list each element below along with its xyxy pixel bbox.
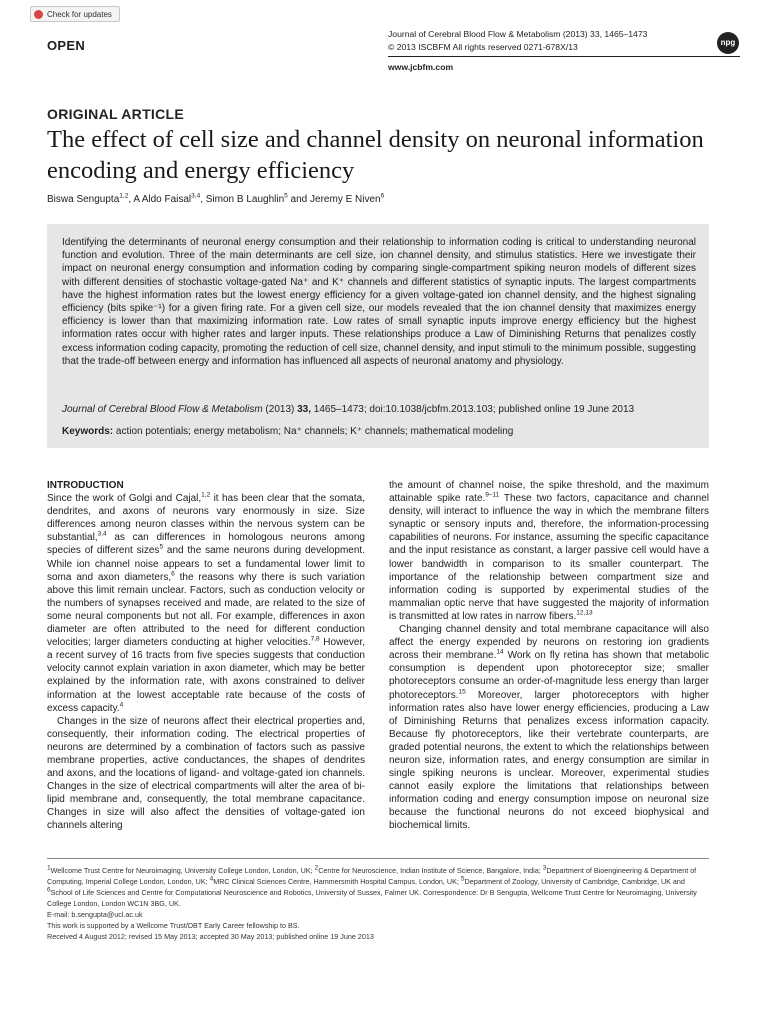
author-name: Biswa Sengupta — [47, 194, 120, 205]
journal-meta — [388, 28, 708, 53]
author-separator: and — [287, 194, 311, 205]
footnotes — [47, 865, 712, 942]
affiliation-number: 4 — [209, 875, 214, 883]
text-run: the reasons why there is such variation above this limit remain unclear. Factors, such as conduction velocity or the numbers of synapses received and made, are related to the size of some neural components but not all. For example, differences in axon diameter are often attributed to the need for different conduction velocities; larger diameters conducting at higher velocities. — [47, 571, 365, 649]
dates-note: Received 4 August 2012; revised 15 May 2013; accepted 30 May 2013; published online 19 June 2013 — [47, 932, 374, 941]
check-for-updates-button[interactable] — [30, 6, 120, 22]
reference-link[interactable]: 14 — [496, 648, 504, 656]
text-run: it has been clear that the somata, dendrites, and axons of neurons vary enormously in size. Size differences among neuron classes within the nervous system can be substantial, — [47, 493, 365, 544]
paragraph — [389, 623, 709, 833]
check-for-updates-label: Check for updates — [47, 10, 112, 19]
citation-line — [62, 404, 696, 415]
update-badge-icon — [34, 10, 43, 19]
text-run: as can differences in homologous neurons among species of different sizes — [47, 532, 365, 557]
affiliation-number: 2 — [314, 864, 319, 872]
text-run: However, a recent survey of 16 tracts from five species suggests that conduction velocity cannot explain variation in axon diameter, which may be better explained by the information rate, with axons constrained to deliver information at the lowest acceptable rate because of the costs of excess capacity. — [47, 637, 365, 714]
article-title: The effect of cell size and channel density on neuronal information encoding and energy efficiency — [47, 126, 704, 184]
author-name: Simon B Laughlin — [205, 194, 285, 205]
reference-link[interactable]: 5 — [159, 544, 164, 552]
body-column-right — [389, 479, 709, 833]
section-heading-introduction: INTRODUCTION — [47, 480, 124, 491]
author-affiliation: 5 — [284, 192, 288, 200]
body-column-left — [47, 479, 365, 833]
reference-link[interactable]: 1,2 — [201, 491, 211, 499]
text-run: the amount of channel noise, the spike threshold, and the maximum attainable spike rate. — [389, 480, 709, 505]
text-run: Moreover, larger photoreceptors with higher information rates also have lower energy efficiencies, producing a Law of Diminishing Returns that penalizes excess information capacity. Because fly photoreceptors, like their vertebrate counterparts, are graded potential neurons, the extent to which the relationships between neuron size, information rates, and energy consumption are similar in single spiking neurons is unclear. Moreover, experimental studies cannot easily explore the limitations that relationships between information coding and energy consumption impose on neuronal size because the functional neurons do not exceed biophysical and biochemical limits. — [389, 689, 709, 832]
author-affiliation: 1,2 — [119, 192, 129, 200]
affiliation-number: 1 — [47, 864, 51, 872]
author-name: Jeremy E Niven — [310, 194, 381, 205]
footnote-rule — [47, 858, 709, 859]
affiliation-number: 5 — [460, 875, 465, 883]
text-run: and the same neurons during development. While ion channel noise appears to set a fundamental lower limit to soma and axon diameters, — [47, 545, 365, 583]
affiliation-number: 6 — [47, 886, 51, 894]
header-rule — [388, 56, 740, 57]
funding-note: This work is supported by a Wellcome Trust/DBT Early Career fellowship to BS. — [47, 921, 300, 930]
journal-website-link[interactable]: www.jcbfm.com — [388, 62, 454, 72]
text-run: Since the work of Golgi and Cajal, — [47, 493, 202, 505]
paragraph — [389, 479, 709, 623]
paragraph — [47, 492, 365, 715]
affiliation-number: 3 — [542, 864, 547, 872]
reference-link[interactable]: 12,13 — [576, 609, 593, 617]
affiliations-footnote — [47, 865, 712, 909]
affiliation-text: School of Life Sciences and Centre for Computational Neuroscience and Robotics, University of Sussex, Falmer UK. Correspondence: Dr B Sengupta, Wellcome Trust Centre for Neuroimaging, University College London, London WC1N 3BG, UK. — [47, 888, 697, 908]
author-separator: , — [128, 194, 134, 205]
keywords-line — [62, 426, 696, 437]
reference-link[interactable]: 3,4 — [97, 531, 107, 539]
open-access-label: OPEN — [47, 38, 86, 53]
reference-link[interactable]: 7,8 — [310, 635, 320, 643]
citation-journal: Journal of Cerebral Blood Flow & Metabolism — [62, 404, 263, 415]
citation-details: 1465–1473; doi:10.1038/jcbfm.2013.103; published online 19 June 2013 — [311, 404, 635, 415]
reference-link[interactable]: 4 — [119, 701, 124, 709]
affiliation-text: Department of Zoology, University of Cambridge, Cambridge, UK and — [464, 877, 685, 886]
keywords-label: Keywords: — [62, 426, 114, 437]
reference-link[interactable]: 15 — [458, 688, 466, 696]
reference-link[interactable]: 6 — [171, 570, 175, 578]
paragraph: Changes in the size of neurons affect their electrical properties and, consequently, their information coding. The electrical properties of neurons are determined by a combination of factors such as passive membrane properties, active conductances, the shapes of dendrites and axons, and the locations of ligand- and voltage-gated ion channels. Changes in the size of electrical compartments will alter the area of bi-lipid membrane and, consequently, the total membrane capacitance. Changes in size will also affect the densities of voltage-gated ion channels altering — [47, 715, 365, 832]
copyright-line: © 2013 ISCBFM All rights reserved 0271-678X/13 — [388, 41, 578, 52]
section-label: ORIGINAL ARTICLE — [47, 106, 185, 122]
text-run: Work on fly retina has shown that metabolic consumption is dependent upon photoreceptor size; smaller photoreceptors consume an order-of-magnitude less energy than larger photoreceptors. — [389, 650, 709, 701]
email-link[interactable]: E-mail: b.sengupta@ucl.ac.uk — [47, 910, 143, 919]
keywords-list: action potentials; energy metabolism; Na⁺ channels; K⁺ channels; mathematical modeling — [113, 426, 514, 437]
abstract-text: Identifying the determinants of neuronal energy consumption and their relationship to information coding is critical to understanding neuronal function and evolution. Three of the main determinants are cell size, ion channel density, and stimulus statistics. Here we investigate their impact on neuronal energy consumption and information coding by comparing single-compartment spiking neuron models of different sizes with different densities of stochastic voltage-gated Na⁺ and K⁺ channels and different statistics of synaptic inputs. The largest compartments have the highest information rates but the lowest energy efficiency for a given voltage-gated ion channel density, and the highest signaling efficiency (bits spike⁻¹) for a given firing rate. For a given cell size, our models revealed that the ion channel density that maximizes energy efficiency is lower than that maximizing information rate. Low rates of small synaptic inputs improve energy efficiency but the highest information rates occur with higher rates and larger inputs. These relationships produce a Law of Diminishing Returns that penalizes costly excess information coding capacity, promoting the reduction of cell size, channel density, and input stimuli to the minimum possible, suggesting that the trade-off between energy and information has influenced all aspects of neuronal anatomy and physiology. — [62, 237, 696, 367]
reference-link[interactable]: 9–11 — [485, 491, 500, 499]
citation-year: (2013) — [262, 404, 298, 415]
author-affiliation: 6 — [380, 192, 385, 200]
affiliation-text: Centre for Neuroscience, Indian Institute of Science, Bangalore, India; — [318, 866, 543, 875]
text-run: These two factors, capacitance and channel density, will interact to influence the way in which the membrane filters synaptic or sensory inputs and, therefore, the information-processing capabilities of neurons. For instance, assuming the specific capacitance and the input resistance as constant, a larger passive cell would have a lower bandwidth in comparison to its smaller counterpart. The importance of the relationship between compartment size and information coding is supported by experimental studies of the mammalian optic nerve that have suggested the majority of information is transmitted at low rates in narrow fibers. — [389, 493, 710, 622]
publisher-logo-icon: npg — [717, 32, 739, 54]
author-affiliation: 3,4 — [191, 192, 201, 200]
citation-volume: 33, — [297, 404, 312, 415]
author-list — [47, 194, 384, 205]
author-separator: , — [200, 194, 206, 205]
author-name: A Aldo Faisal — [133, 194, 192, 205]
affiliation-text: Wellcome Trust Centre for Neuroimaging, University College London, London, UK; — [50, 866, 315, 875]
journal-citation-line: Journal of Cerebral Blood Flow & Metabolism (2013) 33, 1465–1473 — [388, 29, 648, 39]
affiliation-text: MRC Clinical Sciences Centre, Hammersmith Hospital Campus, London, UK; — [213, 877, 461, 886]
affiliation-text: Department of Bioengineering & Department of Computing, Imperial College London, London, UK; — [47, 866, 697, 886]
text-run: Changing channel density and total membrane capacitance will also affect the energy expended by neurons on restoring ion gradients across their membrane. — [389, 624, 709, 662]
